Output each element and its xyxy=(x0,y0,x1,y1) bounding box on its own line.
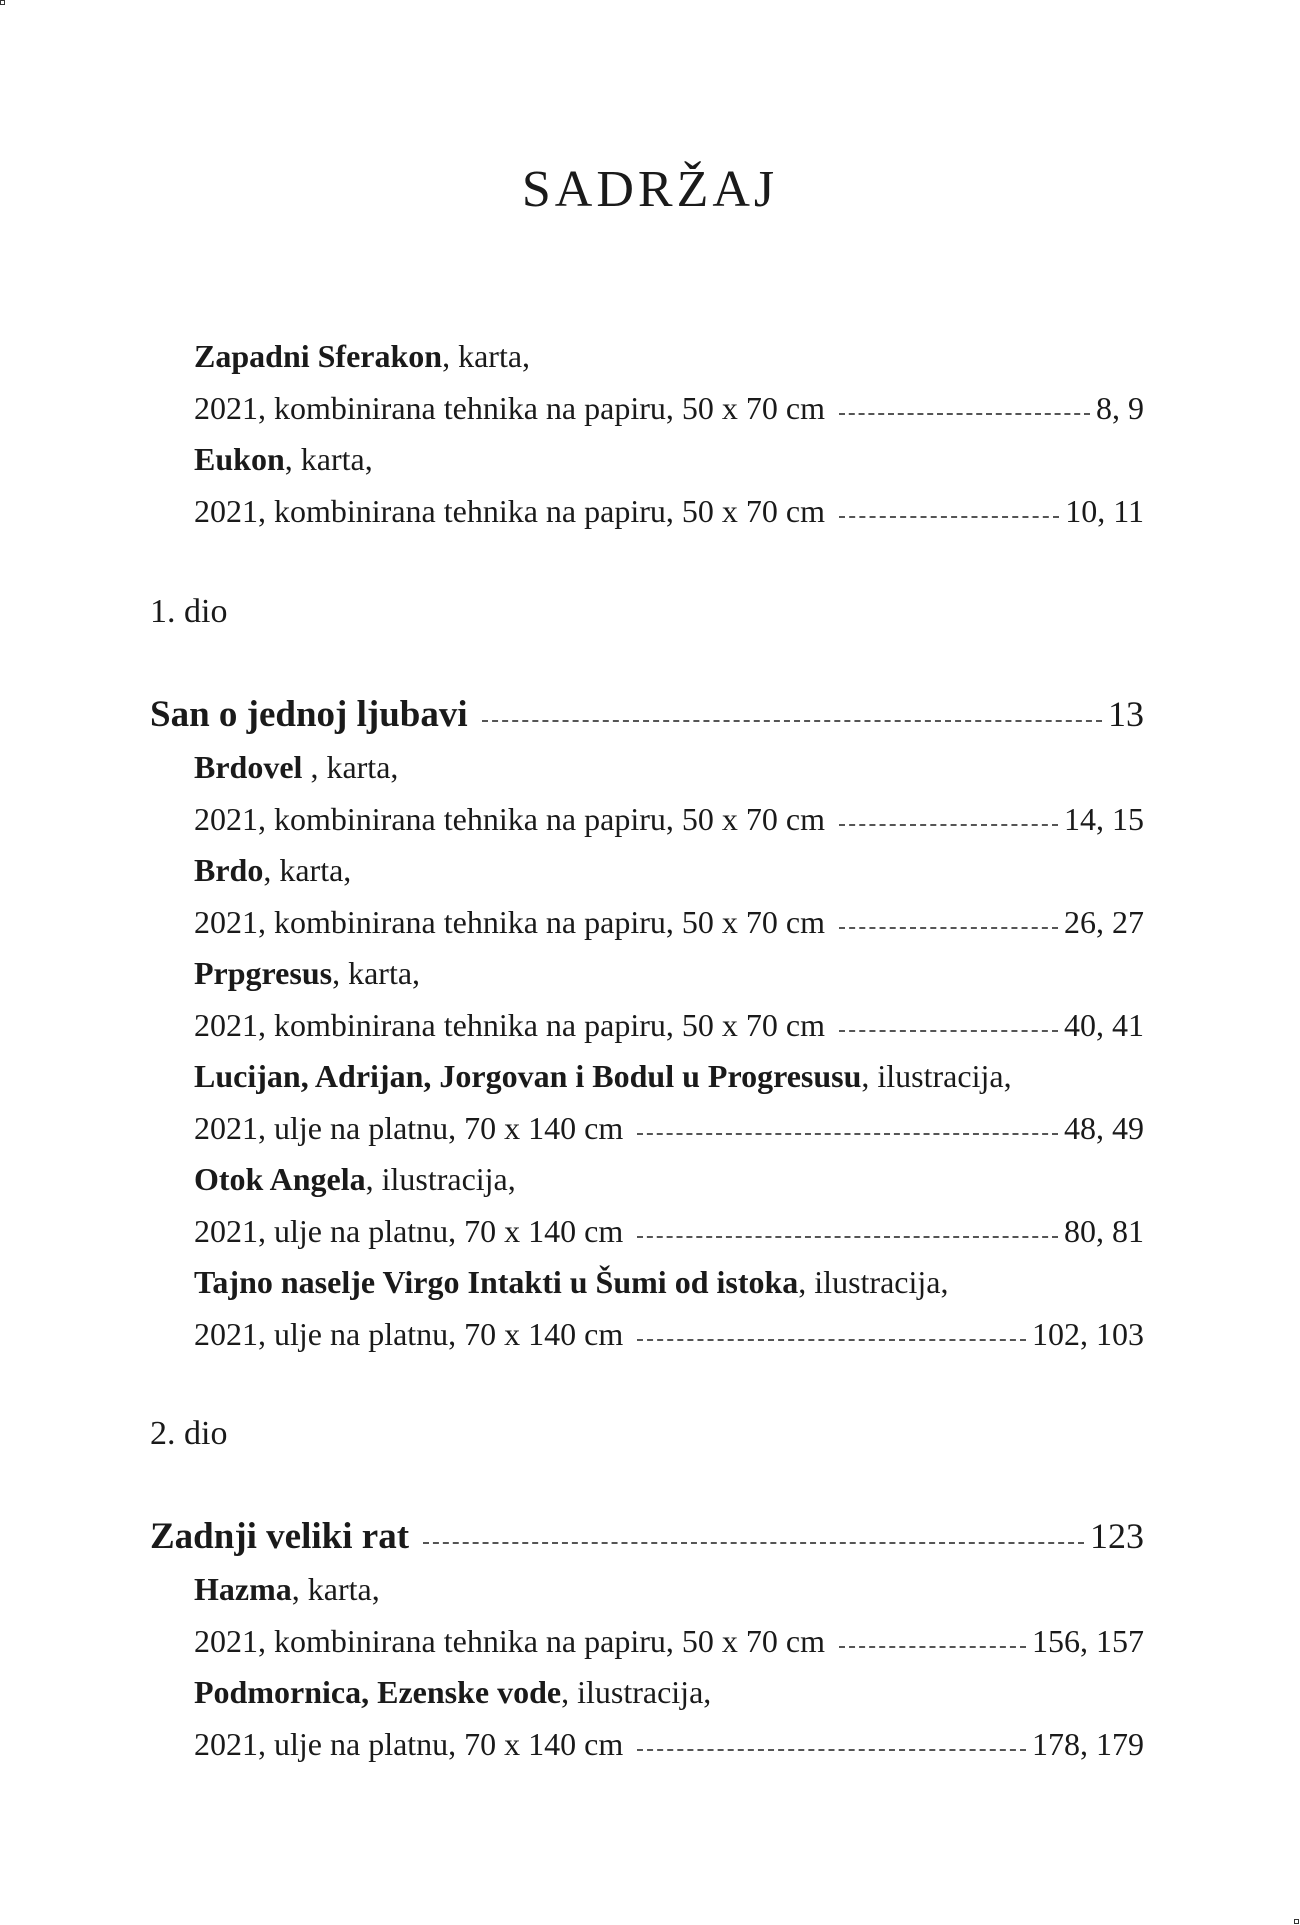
page-number: 48, 49 xyxy=(1064,1109,1144,1146)
toc-entry-name: Lucijan, Adrijan, Jorgovan i Bodul u Progresusu, ilustracija, xyxy=(194,1058,1012,1094)
toc-entry-detail: 2021, kombinirana tehnika na papiru, 50 x 70 cm 10, 11 xyxy=(194,486,1144,538)
toc-entry-name: Hazma, karta, xyxy=(194,1571,380,1607)
toc-entry-detail: 2021, ulje na platnu, 70 x 140 cm 48, 49 xyxy=(194,1103,1144,1155)
toc-entry-detail: 2021, kombinirana tehnika na papiru, 50 x 70 cm 8, 9 xyxy=(194,383,1144,435)
chapter-heading: Zadnji veliki rat 123 xyxy=(150,1508,1144,1565)
dot-leader xyxy=(839,1646,1026,1648)
toc-entry-detail: 2021, kombinirana tehnika na papiru, 50 x 70 cm 156, 157 xyxy=(194,1616,1144,1668)
dot-leader xyxy=(423,1542,1084,1544)
intro-list xyxy=(194,331,1144,537)
part2-list xyxy=(194,1564,1144,1770)
toc-entry-detail: 2021, ulje na platnu, 70 x 140 cm 80, 81 xyxy=(194,1206,1144,1258)
toc-entry-name: Brdo, karta, xyxy=(194,852,352,888)
page-number: 102, 103 xyxy=(1032,1315,1144,1352)
page-number: 14, 15 xyxy=(1064,800,1144,837)
page-number: 8, 9 xyxy=(1096,389,1144,426)
toc-entry-detail: 2021, kombinirana tehnika na papiru, 50 x 70 cm 26, 27 xyxy=(194,897,1144,949)
page-number: 26, 27 xyxy=(1064,903,1144,940)
dot-leader xyxy=(482,720,1102,722)
page-number: 10, 11 xyxy=(1065,492,1144,529)
part-label: 1. dio xyxy=(150,593,228,630)
toc-entry-name: Zapadni Sferakon, karta, xyxy=(194,338,531,374)
page-number: 80, 81 xyxy=(1064,1212,1144,1249)
toc-entry-name: Tajno naselje Virgo Intakti u Šumi od istoka, ilustracija, xyxy=(194,1264,949,1300)
page-number: 123 xyxy=(1090,1516,1144,1556)
part-label: 2. dio xyxy=(150,1415,228,1452)
toc-entry-name: Podmornica, Ezenske vode, ilustracija, xyxy=(194,1674,712,1710)
dot-leader xyxy=(839,927,1058,929)
page-number: 178, 179 xyxy=(1032,1725,1144,1762)
page-number: 156, 157 xyxy=(1032,1622,1144,1659)
dot-leader xyxy=(637,1749,1026,1751)
dot-leader xyxy=(637,1133,1058,1135)
toc-entry-detail: 2021, ulje na platnu, 70 x 140 cm 178, 179 xyxy=(194,1719,1144,1771)
part1-list xyxy=(194,742,1144,1360)
toc-entry-name: Brdovel , karta, xyxy=(194,749,399,785)
page-number: 13 xyxy=(1108,694,1144,734)
dot-leader xyxy=(839,413,1090,415)
dot-leader xyxy=(839,516,1059,518)
dot-leader xyxy=(839,1030,1058,1032)
page-number: 40, 41 xyxy=(1064,1006,1144,1043)
page-title: SADRŽAJ xyxy=(521,161,779,218)
toc-entry-name: Otok Angela, ilustracija, xyxy=(194,1161,516,1197)
dot-leader xyxy=(637,1236,1058,1238)
toc-entry-name: Eukon, karta, xyxy=(194,441,373,477)
toc-entry-detail: 2021, kombinirana tehnika na papiru, 50 x 70 cm 14, 15 xyxy=(194,794,1144,846)
toc-entry-detail: 2021, kombinirana tehnika na papiru, 50 x 70 cm 40, 41 xyxy=(194,1000,1144,1052)
dot-leader xyxy=(637,1339,1026,1341)
dot-leader xyxy=(839,824,1058,826)
chapter-heading: San o jednoj ljubavi 13 xyxy=(150,686,1144,743)
toc-entry-name: Prpgresus, karta, xyxy=(194,955,421,991)
crop-mark xyxy=(0,0,5,5)
toc-entry-detail: 2021, ulje na platnu, 70 x 140 cm 102, 103 xyxy=(194,1309,1144,1361)
crop-mark xyxy=(1294,1919,1299,1924)
